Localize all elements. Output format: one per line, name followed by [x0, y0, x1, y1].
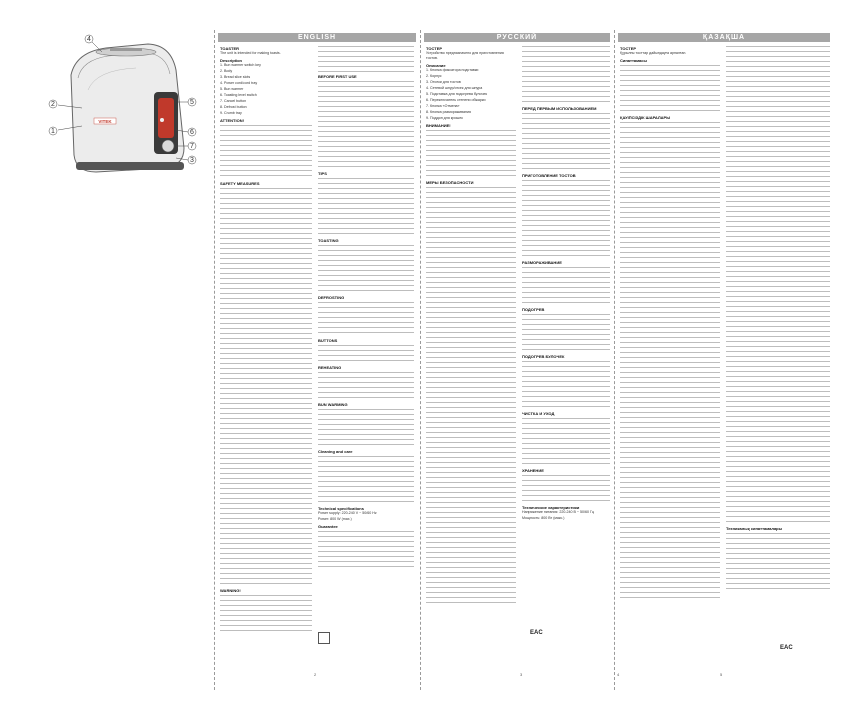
page-divider	[614, 30, 615, 690]
page-number: 3	[520, 672, 523, 677]
list-item: 3. Отсеки для тостов	[426, 80, 461, 84]
list-item: 8. Defrost button	[220, 105, 247, 109]
text-block	[318, 79, 414, 169]
callout-6: 6	[190, 129, 194, 136]
section-title: WARNING!	[220, 588, 241, 593]
section-title: TOASTER	[220, 46, 240, 51]
text-block	[522, 359, 610, 409]
bread-slots	[96, 48, 156, 56]
section-title: ПРИГОТОВЛЕНИЕ ТОСТОВ	[522, 173, 576, 178]
section-title: DEFROSTING	[318, 295, 345, 300]
text-block	[318, 370, 414, 400]
section-title: РАЗМОРАЖИВАНИЕ	[522, 260, 562, 265]
text-block	[620, 63, 720, 113]
text-block	[318, 407, 414, 447]
english-column-2	[318, 44, 414, 664]
page-divider	[214, 30, 215, 690]
header-kazakh: ҚАЗАҚША	[618, 33, 830, 42]
text-block	[522, 44, 610, 104]
page-number: 2	[314, 672, 317, 677]
section-title: BEFORE FIRST USE	[318, 74, 357, 79]
callout-2: 2	[51, 101, 55, 108]
header-russian: РУССКИЙ	[424, 33, 610, 42]
kazakh-column-2	[726, 44, 830, 664]
list-item: 9. Crumb tray	[220, 111, 242, 115]
text-block	[318, 343, 414, 363]
english-column-1	[220, 44, 312, 664]
text-block	[318, 243, 414, 293]
spec-line: Power: 800 W (max.)	[318, 517, 352, 521]
callout-7: 7	[190, 143, 194, 150]
spec-line: Мощность: 800 Вт (макс.)	[522, 516, 565, 520]
list-item: 9. Поддон для крошек	[426, 116, 463, 120]
text-block	[318, 300, 414, 336]
text-block	[318, 454, 414, 504]
toaster-illustration	[36, 30, 206, 180]
list-item: 8. Кнопка размораживания	[426, 110, 471, 114]
list-item: 3. Bread slice slots	[220, 75, 251, 79]
section-title: Guarantee	[318, 524, 338, 529]
section-title: Technical specifications	[318, 506, 364, 511]
callout-3: 3	[190, 157, 194, 164]
section-title: Описание	[426, 63, 446, 68]
header-english: ENGLISH	[218, 33, 416, 42]
text-block	[426, 185, 516, 605]
list-item: 7. Cancel button	[220, 99, 247, 103]
callout-1: 1	[51, 128, 55, 135]
text-block	[318, 529, 414, 569]
section-title: ПОДОГРЕВ БУЛОЧЕК	[522, 354, 565, 359]
text-block	[220, 593, 312, 633]
list-item: 2. Body	[220, 69, 233, 73]
recycle-icon	[318, 632, 330, 644]
list-item: 4. Сетевой шнур/отсек для шнура	[426, 86, 483, 90]
text-block	[522, 473, 610, 503]
text-block	[220, 186, 312, 586]
section-title: ТОСТЕР	[426, 46, 443, 51]
kazakh-column-1	[620, 44, 720, 664]
text-block	[522, 178, 610, 258]
section-title: Технические характеристики	[522, 505, 580, 510]
list-item: 2. Корпус	[426, 74, 442, 78]
section-title: ПОДОГРЕВ	[522, 307, 545, 312]
eac-mark: EAC	[780, 645, 793, 651]
list-item: 7. Кнопка «Отмена»	[426, 104, 460, 108]
section-title: ХРАНЕНИЕ	[522, 468, 544, 473]
section-title: МЕРЫ БЕЗОПАСНОСТИ	[426, 180, 474, 185]
section-title: ТОСТЕР	[620, 46, 637, 51]
callout-5: 5	[190, 99, 194, 106]
section-title: SAFETY MEASURES	[220, 181, 260, 186]
section-title: TIPS	[318, 171, 327, 176]
section-title: ЧИСТКА И УХОД	[522, 411, 555, 416]
section-title: TOASTING	[318, 238, 339, 243]
page-divider	[420, 30, 421, 690]
list-item: 1. Кнопка фиксатора подставки	[426, 68, 479, 72]
text-block	[522, 265, 610, 305]
list-item: 4. Power cord/cord tray	[220, 81, 258, 85]
russian-column-2	[522, 44, 610, 664]
text-block	[522, 416, 610, 466]
text-block	[522, 111, 610, 171]
section-title: BUN WARMING	[318, 402, 348, 407]
page-number: 4	[617, 672, 620, 677]
text-block	[522, 312, 610, 352]
section-title: Cleaning and care	[318, 449, 353, 454]
spec-line: Power supply: 220-240 V ~ 50/60 Hz	[318, 511, 377, 515]
spec-line: Напряжение питания: 220-240 В ~ 50/60 Гц	[522, 510, 595, 514]
section-title: BUTTONS	[318, 338, 338, 343]
text-block	[318, 44, 414, 72]
text-block	[726, 531, 830, 591]
section-title: ҚАУІПСІЗДІК ШАРАЛАРЫ	[620, 115, 671, 120]
section-title: ПЕРЕД ПЕРВЫМ ИСПОЛЬЗОВАНИЕМ	[522, 106, 597, 111]
eac-mark: EAC	[530, 630, 543, 636]
section-title: ATTENTION!	[220, 118, 244, 123]
intro-text: Устройство предназначено для приготовления тостов.	[426, 51, 504, 60]
text-block	[220, 123, 312, 179]
russian-column-1	[426, 44, 516, 664]
toaster-base	[76, 162, 184, 170]
list-item: 6. Toasting level switch	[220, 93, 257, 97]
section-title: REHEATING	[318, 365, 342, 370]
page-number: 5	[720, 672, 723, 677]
toaster-front-panel	[154, 92, 178, 154]
section-title: ВНИМАНИЕ!	[426, 123, 451, 128]
list-item: 5. Bun warmer	[220, 87, 244, 91]
callout-4: 4	[87, 36, 91, 43]
text-block	[620, 120, 720, 600]
brand-text: VITEK	[98, 119, 112, 124]
list-item: 5. Подставка для подогрева булочек	[426, 92, 488, 96]
section-title: Сипаттамасы	[620, 58, 647, 63]
text-block	[318, 176, 414, 236]
list-item: 1. Bun warmer switch key	[220, 63, 261, 67]
intro-text: Құрылғы тосттар дайындауға арналған.	[620, 51, 687, 55]
section-title: Description	[220, 58, 243, 63]
brand-logo	[94, 118, 116, 124]
section-title: Техникалық сипаттамалары	[726, 526, 783, 531]
text-block	[726, 44, 830, 524]
text-block	[426, 128, 516, 178]
intro-text: The unit is intended for making toasts.	[220, 51, 281, 55]
list-item: 6. Переключатель степени обжарки	[426, 98, 486, 102]
